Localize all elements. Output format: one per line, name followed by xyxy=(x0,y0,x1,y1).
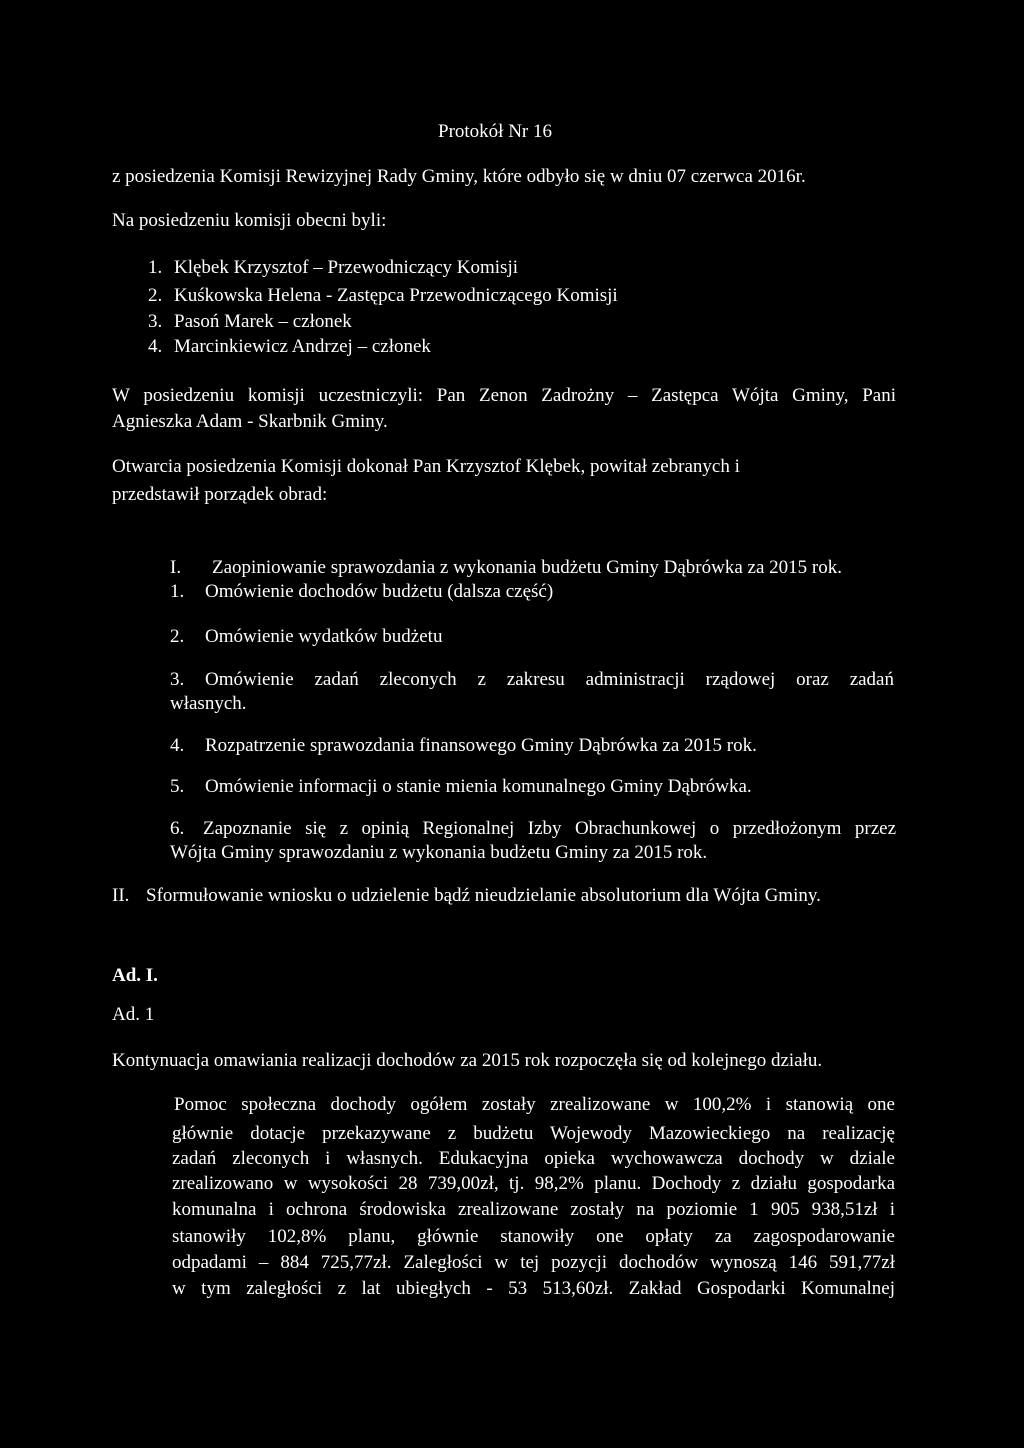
body-line: odpadami – 884 725,77zł. Zaległości w tej pozycji dochodów wynoszą 146 591,77zł xyxy=(172,1252,895,1273)
ad-i-heading: Ad. I. xyxy=(112,965,158,986)
intro-line: z posiedzenia Komisji Rewizyjnej Rady Gminy, które odbyło się w dniu 07 czerwca 2016r. xyxy=(112,166,806,187)
agenda-item-i: Zaopiniowanie sprawozdania z wykonania budżetu Gminy Dąbrówka za 2015 rok. xyxy=(212,557,842,578)
body-line: w tym zaległości z lat ubiegłych - 53 513,60zł. Zakład Gospodarki Komunalnej xyxy=(172,1278,895,1299)
member-number: 1. xyxy=(148,257,163,278)
continuation-line: Kontynuacja omawiania realizacji dochodów za 2015 rok rozpoczęła się od kolejnego działu. xyxy=(112,1050,823,1071)
agenda-sub-item: Rozpatrzenie sprawozdania finansowego Gminy Dąbrówka za 2015 rok. xyxy=(205,735,757,756)
agenda-sub-number: 2. xyxy=(170,626,185,647)
ad-1-heading: Ad. 1 xyxy=(112,1004,155,1025)
member-item: Pasoń Marek – członek xyxy=(174,311,352,332)
agenda-sub-item: Omówienie informacji o stanie mienia komunalnego Gminy Dąbrówka. xyxy=(205,776,752,797)
agenda-sub-number: 4. xyxy=(170,735,185,756)
body-line: komunalna i ochrona środowiska zrealizowane zostały na poziomie 1 905 938,51zł i xyxy=(172,1199,895,1220)
protocol-title: Protokół Nr 16 xyxy=(438,121,552,142)
body-line: głównie dotacje przekazywane z budżetu Wojewody Mazowieckiego na realizację xyxy=(172,1123,895,1144)
agenda-sub-number: 5. xyxy=(170,776,185,797)
agenda-sub-number: 3. xyxy=(170,669,185,690)
opening-line-1: Otwarcia posiedzenia Komisji dokonał Pan Krzysztof Klębek, powitał zebranych i xyxy=(112,456,740,477)
agenda-sub-item-cont: własnych. xyxy=(170,693,247,714)
body-line: stanowiły 102,8% planu, głównie stanowiły one opłaty za zagospodarowanie xyxy=(172,1226,895,1247)
participants-line-2: Agnieszka Adam - Skarbnik Gminy. xyxy=(112,411,388,432)
agenda-sub-item: Omówienie dochodów budżetu (dalsza część) xyxy=(205,581,554,602)
agenda-item-ii: Sformułowanie wniosku o udzielenie bądź nieudzielanie absolutorium dla Wójta Gminy. xyxy=(146,885,821,906)
body-line: zrealizowano w wysokości 28 739,00zł, tj. 98,2% planu. Dochody z działu gospodarka xyxy=(172,1173,895,1194)
opening-line-2: przedstawił porządek obrad: xyxy=(112,484,328,505)
agenda-item-number: I. xyxy=(170,557,182,578)
agenda-sub-number: 6. xyxy=(170,818,185,839)
agenda-sub-item-cont: Wójta Gminy sprawozdaniu z wykonania budżetu Gminy za 2015 rok. xyxy=(170,842,708,863)
member-number: 4. xyxy=(148,336,163,357)
agenda-sub-item: Omówienie zadań zleconych z zakresu administracji rządowej oraz zadań xyxy=(205,669,894,690)
agenda-sub-item: Zapoznanie się z opinią Regionalnej Izby Obrachunkowej o przedłożonym przez xyxy=(203,818,896,839)
agenda-item-number: II. xyxy=(112,885,130,906)
body-line: Pomoc społeczna dochody ogółem zostały zrealizowane w 100,2% i stanowią one xyxy=(174,1094,895,1115)
member-number: 2. xyxy=(148,285,163,306)
agenda-sub-number: 1. xyxy=(170,581,185,602)
member-item: Klębek Krzysztof – Przewodniczący Komisji xyxy=(174,257,519,278)
member-item: Kuśkowska Helena - Zastępca Przewodniczącego Komisji xyxy=(174,285,618,306)
present-heading: Na posiedzeniu komisji obecni byli: xyxy=(112,210,387,231)
member-number: 3. xyxy=(148,311,163,332)
body-line: zadań zleconych i własnych. Edukacyjna opieka wychowawcza dochody w dziale xyxy=(172,1148,895,1169)
participants-line-1: W posiedzeniu komisji uczestniczyli: Pan Zenon Zadrożny – Zastępca Wójta Gminy, Pani xyxy=(112,385,896,406)
agenda-sub-item: Omówienie wydatków budżetu xyxy=(205,626,443,647)
member-item: Marcinkiewicz Andrzej – członek xyxy=(174,336,431,357)
